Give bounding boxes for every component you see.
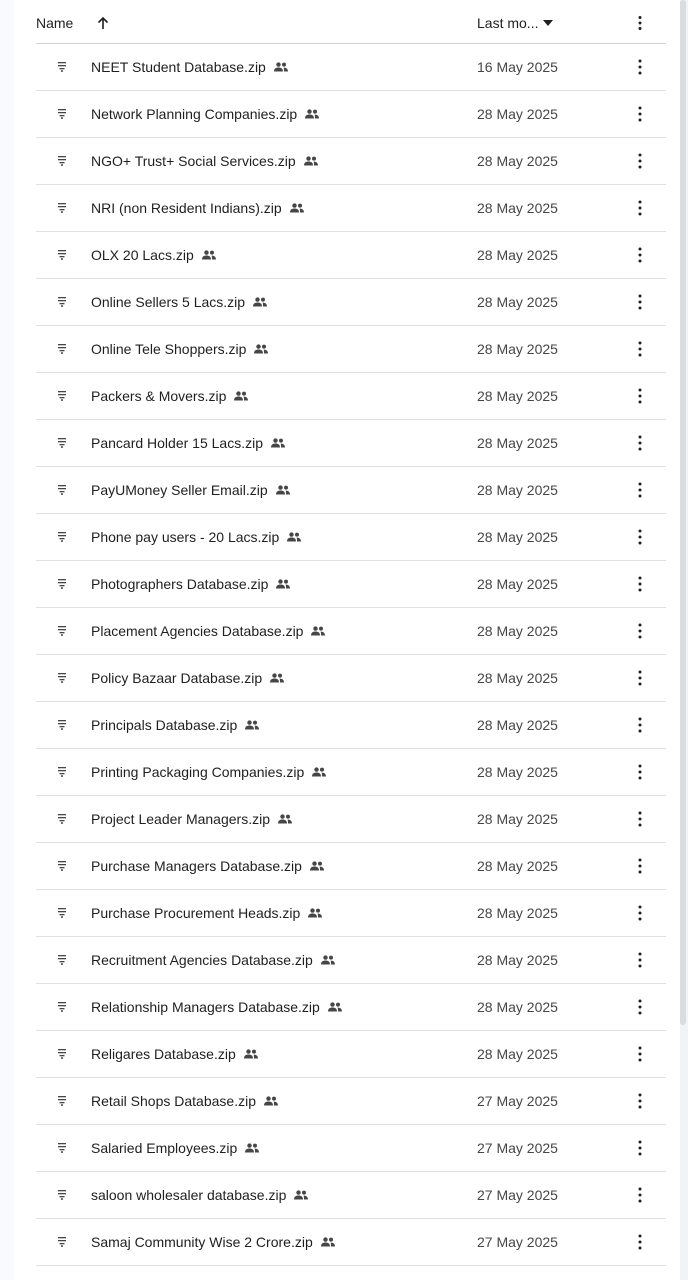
file-name[interactable] (91, 529, 302, 545)
more-vertical-icon[interactable] (635, 340, 645, 358)
more-vertical-icon[interactable] (635, 58, 645, 76)
file-row[interactable] (36, 138, 666, 185)
shared-people-icon (275, 485, 291, 495)
file-name[interactable] (91, 1234, 336, 1250)
zip-file-icon (57, 860, 67, 871)
last-modified-date: 28 May 2025 (477, 623, 558, 639)
file-name[interactable] (91, 1187, 309, 1203)
shared-people-icon (304, 109, 320, 119)
file-row[interactable] (36, 232, 666, 279)
file-name[interactable] (91, 1093, 279, 1109)
file-row[interactable] (36, 279, 666, 326)
shared-people-icon (263, 1096, 279, 1106)
shared-people-icon (307, 908, 323, 918)
file-row[interactable] (36, 1078, 666, 1125)
caret-down-icon (543, 20, 553, 26)
shared-people-icon (309, 861, 325, 871)
more-vertical-icon[interactable] (635, 1233, 645, 1251)
file-name[interactable] (91, 435, 286, 451)
file-row[interactable] (36, 514, 666, 561)
more-vertical-icon[interactable] (635, 481, 645, 499)
last-modified-date: 27 May 2025 (477, 1187, 558, 1203)
shared-people-icon (289, 203, 305, 213)
more-vertical-icon[interactable] (635, 951, 645, 969)
zip-file-icon (57, 766, 67, 777)
more-vertical-icon[interactable] (635, 246, 645, 264)
last-modified-date: 27 May 2025 (477, 1140, 558, 1156)
more-vertical-icon[interactable] (635, 199, 645, 217)
more-vertical-icon[interactable] (635, 622, 645, 640)
last-modified-date: 28 May 2025 (477, 153, 558, 169)
shared-people-icon (311, 767, 327, 777)
file-name[interactable] (91, 1140, 260, 1156)
list-header (36, 0, 666, 44)
zip-file-icon (57, 813, 67, 824)
shared-people-icon (252, 297, 268, 307)
zip-file-icon (57, 61, 67, 72)
file-row[interactable] (36, 1219, 666, 1266)
file-name[interactable] (91, 294, 268, 310)
zip-file-icon (57, 343, 67, 354)
zip-file-icon (57, 907, 67, 918)
last-modified-label: Last mo... (477, 15, 539, 31)
file-name-text: Project Leader Managers.zip (91, 811, 270, 827)
file-name-text: Purchase Managers Database.zip (91, 858, 302, 874)
shared-people-icon (293, 1190, 309, 1200)
more-vertical-icon[interactable] (635, 857, 645, 875)
more-vertical-icon[interactable] (635, 998, 645, 1016)
zip-file-icon (57, 296, 67, 307)
shared-people-icon (244, 720, 260, 730)
file-name-text: Online Tele Shoppers.zip (91, 341, 247, 357)
zip-file-icon (57, 954, 67, 965)
more-vertical-icon[interactable] (635, 434, 645, 452)
file-name[interactable] (91, 764, 327, 780)
file-name[interactable] (91, 858, 325, 874)
shared-people-icon (303, 156, 319, 166)
last-modified-date: 28 May 2025 (477, 952, 558, 968)
shared-people-icon (244, 1143, 260, 1153)
shared-people-icon (233, 391, 249, 401)
file-row[interactable] (36, 749, 666, 796)
zip-file-icon (57, 1001, 67, 1012)
file-name[interactable] (91, 952, 336, 968)
scrollbar-thumb[interactable] (680, 0, 686, 1025)
last-modified-date: 27 May 2025 (477, 1234, 558, 1250)
file-row[interactable] (36, 608, 666, 655)
file-name[interactable] (91, 482, 291, 498)
zip-file-icon (57, 719, 67, 730)
file-name[interactable] (91, 576, 291, 592)
zip-file-icon (57, 437, 67, 448)
shared-people-icon (273, 62, 289, 72)
file-row[interactable] (36, 655, 666, 702)
shared-people-icon (320, 955, 336, 965)
last-modified-date: 28 May 2025 (477, 764, 558, 780)
file-name-text: Packers & Movers.zip (91, 388, 227, 404)
zip-file-icon (57, 1236, 67, 1247)
file-name-text: saloon wholesaler database.zip (91, 1187, 287, 1203)
file-name[interactable] (91, 200, 305, 216)
last-modified-date: 28 May 2025 (477, 858, 558, 874)
file-name-text: Printing Packaging Companies.zip (91, 764, 305, 780)
shared-people-icon (243, 1049, 259, 1059)
file-name[interactable] (91, 999, 343, 1015)
file-name-text: Salaried Employees.zip (91, 1140, 238, 1156)
last-modified-date: 28 May 2025 (477, 717, 558, 733)
more-vertical-icon[interactable] (635, 293, 645, 311)
last-modified-date: 28 May 2025 (477, 811, 558, 827)
shared-people-icon (270, 438, 286, 448)
last-modified-date: 28 May 2025 (477, 388, 558, 404)
file-name-text: Pancard Holder 15 Lacs.zip (91, 435, 263, 451)
last-modified-date: 28 May 2025 (477, 247, 558, 263)
arrow-up-icon[interactable] (96, 16, 110, 30)
file-name[interactable] (91, 811, 293, 827)
file-row[interactable] (36, 44, 666, 91)
file-rows (36, 44, 666, 1266)
file-name[interactable] (91, 670, 285, 686)
file-name[interactable] (91, 106, 320, 122)
file-name-text: Placement Agencies Database.zip (91, 623, 304, 639)
file-name[interactable] (91, 623, 326, 639)
last-modified-date: 28 May 2025 (477, 529, 558, 545)
more-vertical-icon[interactable] (635, 528, 645, 546)
more-vertical-icon[interactable] (635, 387, 645, 405)
more-vertical-icon[interactable] (635, 669, 645, 687)
file-name-text: Principals Database.zip (91, 717, 238, 733)
zip-file-icon (57, 625, 67, 636)
zip-file-icon (57, 155, 67, 166)
file-row[interactable] (36, 796, 666, 843)
file-name-text: Online Sellers 5 Lacs.zip (91, 294, 246, 310)
more-vertical-icon[interactable] (635, 1092, 645, 1110)
file-name-text: Phone pay users - 20 Lacs.zip (91, 529, 280, 545)
more-vertical-icon[interactable] (635, 904, 645, 922)
file-name-text: Photographers Database.zip (91, 576, 269, 592)
zip-file-icon (57, 1095, 67, 1106)
file-row[interactable] (36, 1125, 666, 1172)
shared-people-icon (201, 250, 217, 260)
file-row[interactable] (36, 326, 666, 373)
last-modified-date: 28 May 2025 (477, 670, 558, 686)
last-modified-date: 28 May 2025 (477, 905, 558, 921)
more-vertical-icon[interactable] (635, 763, 645, 781)
last-modified-date: 28 May 2025 (477, 435, 558, 451)
zip-file-icon (57, 202, 67, 213)
last-modified-date: 27 May 2025 (477, 1093, 558, 1109)
file-row[interactable] (36, 890, 666, 937)
last-modified-date: 28 May 2025 (477, 106, 558, 122)
last-modified-date: 28 May 2025 (477, 1046, 558, 1062)
file-name[interactable] (91, 341, 269, 357)
zip-file-icon (57, 249, 67, 260)
last-modified-column-header[interactable] (477, 15, 553, 31)
more-vertical-icon[interactable] (635, 810, 645, 828)
zip-file-icon (57, 484, 67, 495)
file-name[interactable] (91, 1046, 259, 1062)
zip-file-icon (57, 531, 67, 542)
file-name-text: OLX 20 Lacs.zip (91, 247, 194, 263)
more-vertical-icon[interactable] (635, 716, 645, 734)
zip-file-icon (57, 578, 67, 589)
file-name[interactable] (91, 59, 289, 75)
shared-people-icon (310, 626, 326, 636)
file-name-text: Recruitment Agencies Database.zip (91, 952, 313, 968)
file-row[interactable] (36, 420, 666, 467)
shared-people-icon (275, 579, 291, 589)
file-name-text: Religares Database.zip (91, 1046, 236, 1062)
file-row[interactable] (36, 702, 666, 749)
more-vertical-icon[interactable] (635, 15, 645, 31)
file-name-text: PayUMoney Seller Email.zip (91, 482, 268, 498)
file-name-text: NEET Student Database.zip (91, 59, 266, 75)
file-row[interactable] (36, 1031, 666, 1078)
last-modified-date: 28 May 2025 (477, 482, 558, 498)
more-vertical-icon[interactable] (635, 152, 645, 170)
last-modified-date: 16 May 2025 (477, 59, 558, 75)
file-row[interactable] (36, 843, 666, 890)
file-row[interactable] (36, 984, 666, 1031)
zip-file-icon (57, 1142, 67, 1153)
more-vertical-icon[interactable] (635, 1139, 645, 1157)
file-row[interactable] (36, 561, 666, 608)
file-row[interactable] (36, 1172, 666, 1219)
shared-people-icon (277, 814, 293, 824)
last-modified-date: 28 May 2025 (477, 294, 558, 310)
zip-file-icon (57, 390, 67, 401)
file-row[interactable] (36, 373, 666, 420)
more-vertical-icon[interactable] (635, 1045, 645, 1063)
last-modified-date: 28 May 2025 (477, 200, 558, 216)
file-name[interactable] (91, 388, 249, 404)
shared-people-icon (253, 344, 269, 354)
zip-file-icon (57, 672, 67, 683)
file-row[interactable] (36, 937, 666, 984)
zip-file-icon (57, 1048, 67, 1059)
file-name[interactable] (91, 247, 217, 263)
zip-file-icon (57, 108, 67, 119)
file-name-text: Samaj Community Wise 2 Crore.zip (91, 1234, 313, 1250)
file-name-text: Policy Bazaar Database.zip (91, 670, 263, 686)
file-list-panel (14, 0, 680, 1280)
file-name[interactable] (91, 717, 260, 733)
zip-file-icon (57, 1189, 67, 1200)
more-vertical-icon[interactable] (635, 575, 645, 593)
file-name-text: Relationship Managers Database.zip (91, 999, 320, 1015)
more-vertical-icon[interactable] (635, 105, 645, 123)
file-name-text: Purchase Procurement Heads.zip (91, 905, 301, 921)
more-vertical-icon[interactable] (635, 1186, 645, 1204)
shared-people-icon (269, 673, 285, 683)
file-name-text: Retail Shops Database.zip (91, 1093, 256, 1109)
file-row[interactable] (36, 91, 666, 138)
last-modified-date: 28 May 2025 (477, 576, 558, 592)
last-modified-date: 28 May 2025 (477, 999, 558, 1015)
file-row[interactable] (36, 467, 666, 514)
file-name-text: NGO+ Trust+ Social Services.zip (91, 153, 296, 169)
file-name-text: NRI (non Resident Indians).zip (91, 200, 282, 216)
file-name[interactable] (91, 153, 319, 169)
file-name-text: Network Planning Companies.zip (91, 106, 298, 122)
shared-people-icon (327, 1002, 343, 1012)
last-modified-date: 28 May 2025 (477, 341, 558, 357)
shared-people-icon (286, 532, 302, 542)
file-row[interactable] (36, 185, 666, 232)
file-name[interactable] (91, 905, 323, 921)
name-column-header[interactable]: Name (36, 15, 74, 31)
shared-people-icon (320, 1237, 336, 1247)
